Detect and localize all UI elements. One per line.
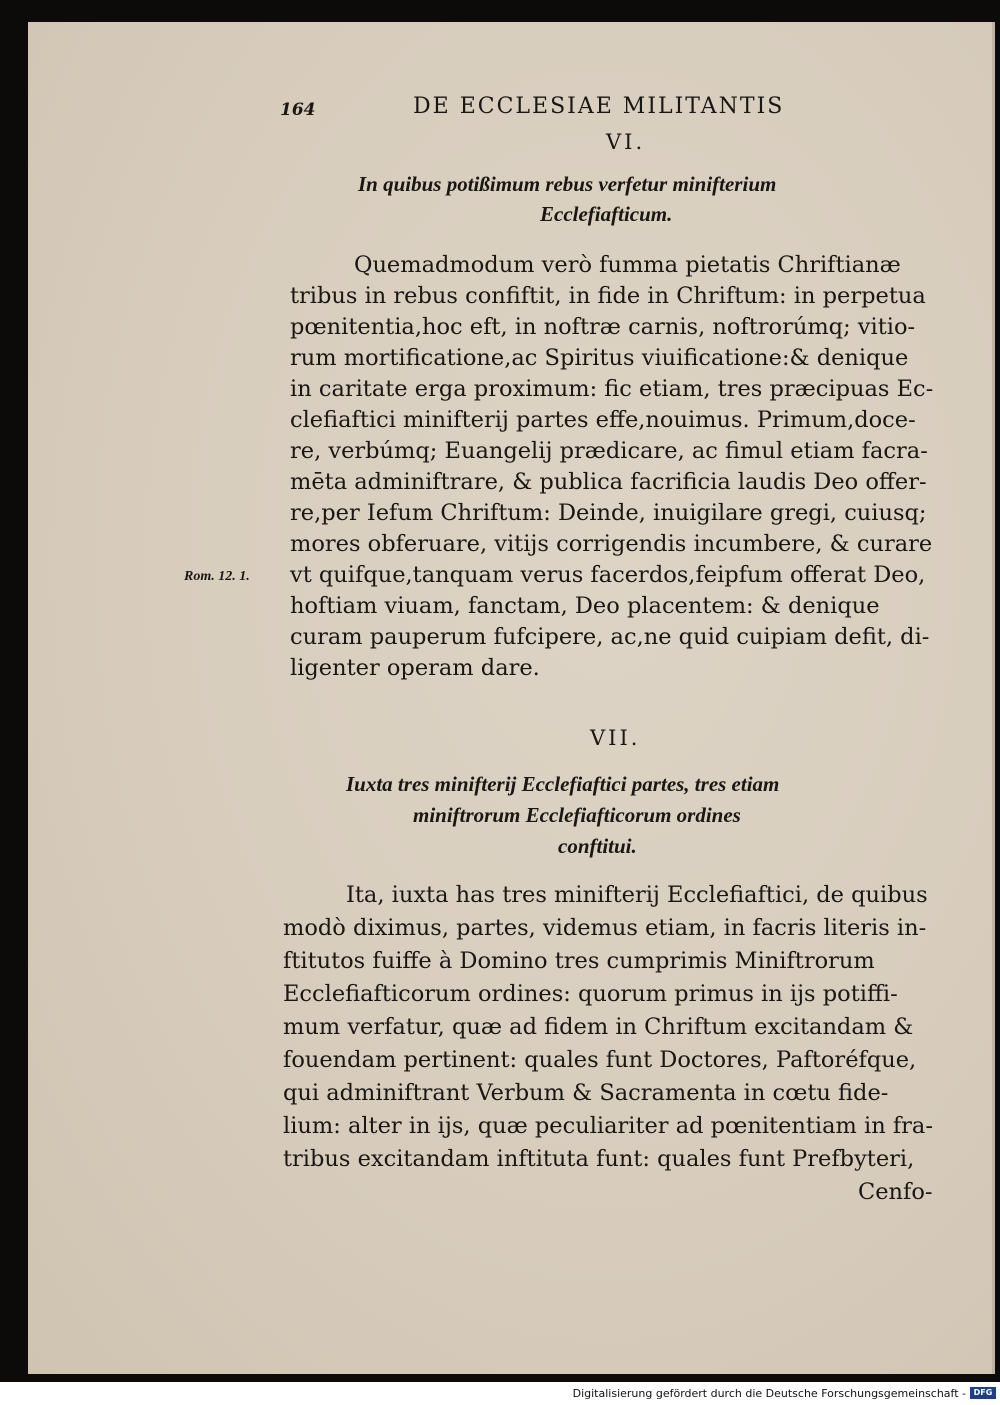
section-heading-vi-line1: In quibus potißimum rebus verfetur minifterium — [358, 172, 777, 196]
body-line-text: tribus in rebus confiftit, in fide in Chriftum: in perpetua — [290, 283, 926, 309]
body-line: Ita, iuxta has tres minifterij Ecclefiaftici, de quibus — [346, 882, 928, 908]
body-line: mum verfatur, quæ ad fidem in Chriftum excitandam & — [283, 1014, 914, 1040]
running-title: DE ECCLESIAE MILITANTIS — [413, 94, 785, 119]
section-heading-vii-line2: miniftrorum Ecclefiafticorum ordines — [413, 803, 741, 827]
body-line: curam pauperum fufcipere, ac,ne quid cuipiam defit, di- — [290, 624, 930, 650]
section-heading-vii-line1: Iuxta tres minifterij Ecclefiaftici partes, tres etiam — [346, 772, 780, 796]
body-line: tribus excitandam inftituta funt: quales funt Prefbyteri, — [283, 1146, 915, 1172]
footer-bar — [0, 1382, 1000, 1405]
body-line: vt quifque,tanquam verus facerdos,feipfum offerat Deo, — [290, 562, 926, 588]
dfg-logo-icon: DFG — [970, 1387, 996, 1399]
body-line: ligenter operam dare. — [290, 655, 540, 681]
section-heading-vi-line2: Ecclefiafticum. — [540, 202, 673, 226]
body-line: ftitutos fuiffe à Domino tres cumprimis Miniftrorum — [283, 948, 875, 974]
section-heading-vii-line3: conftitui. — [558, 834, 637, 858]
body-line: mēta adminiftrare, & publica facrificia laudis Deo offer- — [290, 469, 927, 495]
body-line: mores obferuare, vitijs corrigendis incumbere, & curare — [290, 531, 933, 557]
body-line: Ecclefiafticorum ordines: quorum primus in ijs potiffi- — [283, 981, 898, 1007]
body-line: re, verbúmq; Euangelij prædicare, ac fimul etiam facra- — [290, 438, 928, 464]
book-page — [28, 22, 995, 1374]
marginal-note: Rom. 12. 1. — [184, 569, 250, 584]
body-line: rum mortificatione,ac Spiritus viuificatione:& denique — [290, 345, 909, 371]
body-line: lium: alter in ijs, quæ peculiariter ad pœnitentiam in fra- — [283, 1113, 933, 1139]
section-number-vii: VII. — [590, 726, 641, 750]
body-line: Quemadmodum verò fumma pietatis Chriftianæ — [354, 252, 901, 278]
folio-number: 164 — [280, 100, 316, 120]
body-line: modò diximus, partes, videmus etiam, in facris literis in- — [283, 915, 927, 941]
body-line — [290, 283, 960, 309]
catchword: Cenfo- — [858, 1179, 933, 1205]
body-line: in caritate erga proximum: fic etiam, tres præcipuas Ec- — [290, 376, 934, 402]
body-line: re,per Iefum Chriftum: Deinde, inuigilare gregi, cuiusq; — [290, 500, 927, 526]
body-line: pœnitentia,hoc eft, in noftræ carnis, noftrorúmq; vitio- — [290, 314, 916, 340]
body-line: clefiaftici minifterij partes effe,nouimus. Primum,doce- — [290, 407, 916, 433]
body-line: fouendam pertinent: quales funt Doctores, Paftoréfque, — [283, 1047, 917, 1073]
funding-notice: Digitalisierung gefördert durch die Deutsche Forschungsgemeinschaft - — [572, 1387, 966, 1400]
section-number-vi: VI. — [606, 130, 646, 154]
body-line: qui adminiftrant Verbum & Sacramenta in cœtu fide- — [283, 1080, 889, 1106]
body-line: hoftiam viuam, fanctam, Deo placentem: & denique — [290, 593, 880, 619]
